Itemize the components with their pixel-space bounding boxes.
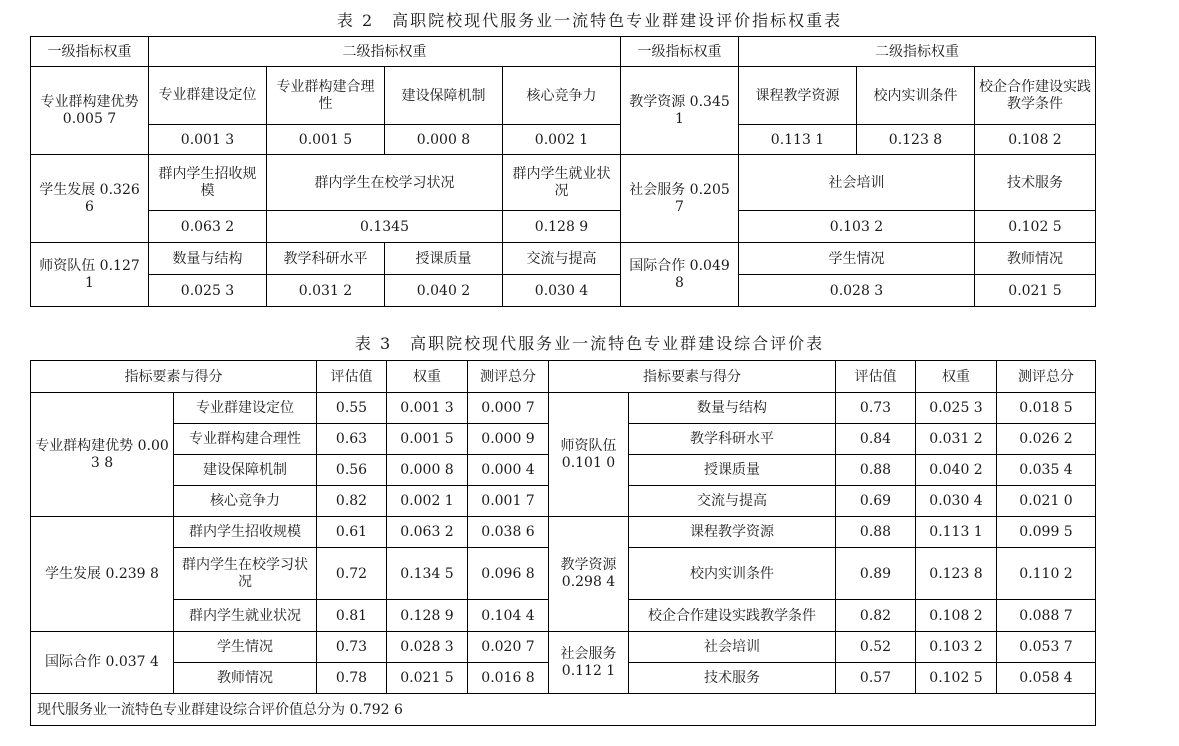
group-name-cell: 国际合作 0.049 8 bbox=[621, 243, 739, 307]
indicator-cell: 群内学生招收规模 bbox=[149, 155, 267, 211]
value-cell: 0.108 2 bbox=[916, 600, 997, 632]
value-cell: 0.053 7 bbox=[997, 632, 1096, 663]
value-cell: 0.82 bbox=[317, 486, 387, 517]
indicator-cell: 校内实训条件 bbox=[629, 548, 836, 600]
group-name-cell: 学生发展 0.326 6 bbox=[31, 155, 149, 243]
group-name-cell: 社会服务 0.112 1 bbox=[549, 632, 629, 694]
weight-cell: 0.028 3 bbox=[739, 275, 975, 307]
value-cell: 0.020 7 bbox=[468, 632, 549, 663]
group-name-cell: 专业群构建优势 0.005 7 bbox=[31, 67, 149, 155]
value-cell: 0.63 bbox=[317, 424, 387, 455]
indicator-cell: 社会培训 bbox=[739, 155, 975, 211]
weight-cell: 0.025 3 bbox=[149, 275, 267, 307]
weight-cell: 0.128 9 bbox=[503, 211, 621, 243]
value-cell: 0.063 2 bbox=[387, 517, 468, 548]
indicator-cell: 社会培训 bbox=[629, 632, 836, 663]
value-cell: 0.025 3 bbox=[916, 393, 997, 424]
value-cell: 0.040 2 bbox=[916, 455, 997, 486]
value-cell: 0.73 bbox=[836, 393, 916, 424]
indicator-cell: 专业群建设定位 bbox=[149, 67, 267, 125]
header-cell: 指标要素与得分 bbox=[31, 361, 317, 393]
header-cell: 权重 bbox=[387, 361, 468, 393]
indicator-cell: 技术服务 bbox=[975, 155, 1096, 211]
indicator-cell: 教师情况 bbox=[975, 243, 1096, 275]
weight-cell: 0.123 8 bbox=[857, 125, 975, 155]
weight-cell: 0.102 5 bbox=[975, 211, 1096, 243]
indicator-cell: 群内学生在校学习状况 bbox=[174, 548, 317, 600]
value-cell: 0.113 1 bbox=[916, 517, 997, 548]
value-cell: 0.88 bbox=[836, 517, 916, 548]
weight-cell: 0.001 3 bbox=[149, 125, 267, 155]
indicator-cell: 校内实训条件 bbox=[857, 67, 975, 125]
value-cell: 0.56 bbox=[317, 455, 387, 486]
value-cell: 0.89 bbox=[836, 548, 916, 600]
header-cell: 评估值 bbox=[317, 361, 387, 393]
indicator-cell: 技术服务 bbox=[629, 663, 836, 694]
indicator-cell: 群内学生招收规模 bbox=[174, 517, 317, 548]
indicator-cell: 授课质量 bbox=[629, 455, 836, 486]
value-cell: 0.128 9 bbox=[387, 600, 468, 632]
indicator-cell: 专业群构建合理性 bbox=[267, 67, 385, 125]
indicator-cell: 群内学生在校学习状况 bbox=[267, 155, 503, 211]
value-cell: 0.016 8 bbox=[468, 663, 549, 694]
weight-cell: 0.002 1 bbox=[503, 125, 621, 155]
value-cell: 0.096 8 bbox=[468, 548, 549, 600]
value-cell: 0.84 bbox=[836, 424, 916, 455]
value-cell: 0.035 4 bbox=[997, 455, 1096, 486]
value-cell: 0.88 bbox=[836, 455, 916, 486]
value-cell: 0.82 bbox=[836, 600, 916, 632]
indicator-cell: 建设保障机制 bbox=[174, 455, 317, 486]
value-cell: 0.001 5 bbox=[387, 424, 468, 455]
value-cell: 0.002 1 bbox=[387, 486, 468, 517]
indicator-cell: 数量与结构 bbox=[149, 243, 267, 275]
header-cell: 二级指标权重 bbox=[739, 37, 1096, 67]
value-cell: 0.123 8 bbox=[916, 548, 997, 600]
header-cell: 一级指标权重 bbox=[621, 37, 739, 67]
value-cell: 0.031 2 bbox=[916, 424, 997, 455]
value-cell: 0.110 2 bbox=[997, 548, 1096, 600]
indicator-cell: 专业群构建合理性 bbox=[174, 424, 317, 455]
value-cell: 0.81 bbox=[317, 600, 387, 632]
header-cell: 指标要素与得分 bbox=[549, 361, 836, 393]
indicator-cell: 交流与提高 bbox=[503, 243, 621, 275]
indicator-cell: 教学科研水平 bbox=[267, 243, 385, 275]
indicator-cell: 数量与结构 bbox=[629, 393, 836, 424]
indicator-cell: 群内学生就业状况 bbox=[503, 155, 621, 211]
indicator-cell: 核心竞争力 bbox=[503, 67, 621, 125]
indicator-cell: 课程教学资源 bbox=[629, 517, 836, 548]
indicator-cell: 学生情况 bbox=[739, 243, 975, 275]
value-cell: 0.000 9 bbox=[468, 424, 549, 455]
table2-caption: 表 2 高职院校现代服务业一流特色专业群建设评价指标权重表 bbox=[336, 11, 843, 30]
value-cell: 0.000 8 bbox=[387, 455, 468, 486]
value-cell: 0.52 bbox=[836, 632, 916, 663]
weight-cell: 0.040 2 bbox=[385, 275, 503, 307]
header-cell: 二级指标权重 bbox=[149, 37, 621, 67]
value-cell: 0.001 7 bbox=[468, 486, 549, 517]
indicator-cell: 学生情况 bbox=[174, 632, 317, 663]
value-cell: 0.058 4 bbox=[997, 663, 1096, 694]
value-cell: 0.102 5 bbox=[916, 663, 997, 694]
indicator-cell: 建设保障机制 bbox=[385, 67, 503, 125]
value-cell: 0.026 2 bbox=[997, 424, 1096, 455]
value-cell: 0.038 6 bbox=[468, 517, 549, 548]
value-cell: 0.61 bbox=[317, 517, 387, 548]
value-cell: 0.78 bbox=[317, 663, 387, 694]
value-cell: 0.55 bbox=[317, 393, 387, 424]
value-cell: 0.69 bbox=[836, 486, 916, 517]
group-name-cell: 社会服务 0.205 7 bbox=[621, 155, 739, 243]
header-cell: 评估值 bbox=[836, 361, 916, 393]
value-cell: 0.000 7 bbox=[468, 393, 549, 424]
value-cell: 0.001 3 bbox=[387, 393, 468, 424]
indicator-cell: 教师情况 bbox=[174, 663, 317, 694]
value-cell: 0.73 bbox=[317, 632, 387, 663]
value-cell: 0.021 0 bbox=[997, 486, 1096, 517]
weight-cell: 0.063 2 bbox=[149, 211, 267, 243]
value-cell: 0.72 bbox=[317, 548, 387, 600]
value-cell: 0.018 5 bbox=[997, 393, 1096, 424]
header-cell: 一级指标权重 bbox=[31, 37, 149, 67]
value-cell: 0.028 3 bbox=[387, 632, 468, 663]
group-name-cell: 教学资源 0.298 4 bbox=[549, 517, 629, 632]
weight-cell: 0.108 2 bbox=[975, 125, 1096, 155]
weight-cell: 0.030 4 bbox=[503, 275, 621, 307]
group-name-cell: 专业群构建优势 0.003 8 bbox=[31, 393, 174, 517]
group-name-cell: 国际合作 0.037 4 bbox=[31, 632, 174, 694]
weight-cell: 0.113 1 bbox=[739, 125, 857, 155]
indicator-cell: 专业群建设定位 bbox=[174, 393, 317, 424]
indicator-cell: 教学科研水平 bbox=[629, 424, 836, 455]
weight-cell: 0.1345 bbox=[267, 211, 503, 243]
value-cell: 0.099 5 bbox=[997, 517, 1096, 548]
value-cell: 0.57 bbox=[836, 663, 916, 694]
value-cell: 0.104 4 bbox=[468, 600, 549, 632]
indicator-cell: 授课质量 bbox=[385, 243, 503, 275]
header-cell: 测评总分 bbox=[468, 361, 549, 393]
group-name-cell: 师资队伍 0.101 0 bbox=[549, 393, 629, 517]
value-cell: 0.103 2 bbox=[916, 632, 997, 663]
indicator-cell: 群内学生就业状况 bbox=[174, 600, 317, 632]
weight-cell: 0.103 2 bbox=[739, 211, 975, 243]
indicator-cell: 核心竞争力 bbox=[174, 486, 317, 517]
weight-cell: 0.031 2 bbox=[267, 275, 385, 307]
table3-caption: 表 3 高职院校现代服务业一流特色专业群建设综合评价表 bbox=[354, 334, 825, 353]
indicator-cell: 课程教学资源 bbox=[739, 67, 857, 125]
value-cell: 0.021 5 bbox=[387, 663, 468, 694]
weight-cell: 0.001 5 bbox=[267, 125, 385, 155]
header-cell: 测评总分 bbox=[997, 361, 1096, 393]
evaluation-table bbox=[30, 360, 1096, 726]
indicator-cell: 校企合作建设实践教学条件 bbox=[975, 67, 1096, 125]
header-cell: 权重 bbox=[916, 361, 997, 393]
value-cell: 0.030 4 bbox=[916, 486, 997, 517]
indicator-cell: 校企合作建设实践教学条件 bbox=[629, 600, 836, 632]
value-cell: 0.000 4 bbox=[468, 455, 549, 486]
weight-cell: 0.021 5 bbox=[975, 275, 1096, 307]
group-name-cell: 教学资源 0.345 1 bbox=[621, 67, 739, 155]
group-name-cell: 学生发展 0.239 8 bbox=[31, 517, 174, 632]
total-score-row: 现代服务业一流特色专业群建设综合评价值总分为 0.792 6 bbox=[31, 694, 1096, 726]
weight-cell: 0.000 8 bbox=[385, 125, 503, 155]
value-cell: 0.088 7 bbox=[997, 600, 1096, 632]
indicator-cell: 交流与提高 bbox=[629, 486, 836, 517]
group-name-cell: 师资队伍 0.127 1 bbox=[31, 243, 149, 307]
value-cell: 0.134 5 bbox=[387, 548, 468, 600]
weight-table bbox=[30, 36, 1096, 307]
